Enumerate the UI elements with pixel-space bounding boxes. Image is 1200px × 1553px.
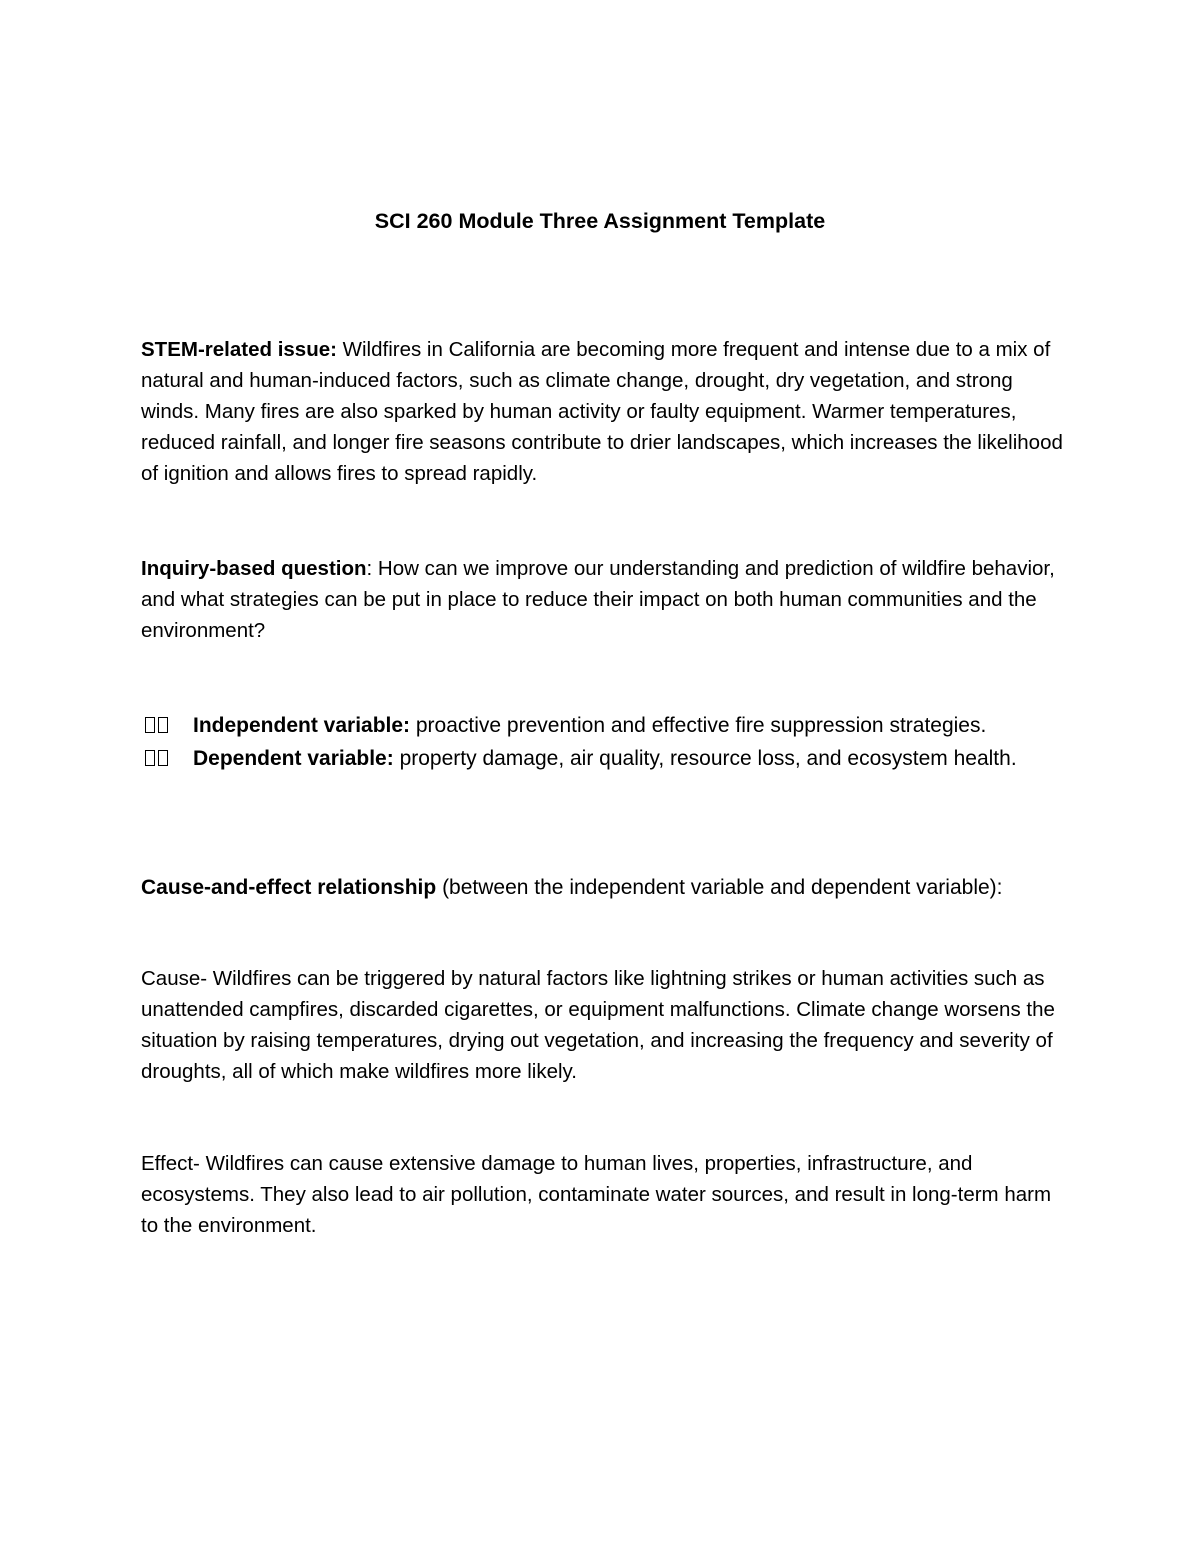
cause-effect-label: Cause-and-effect relationship [141,876,437,899]
missing-glyph-bullet-icon [143,742,191,775]
dependent-variable-text: property damage, air quality, resource loss, and ecosystem health. [393,747,1017,770]
stem-issue-label: STEM-related issue: [141,338,337,361]
stem-issue-paragraph [141,334,1066,489]
variables-list [143,709,1023,775]
document-title: SCI 260 Module Three Assignment Template [374,209,826,233]
missing-glyph-bullet-icon [143,709,191,742]
dependent-variable-item [143,742,1023,775]
inquiry-question-label: Inquiry-based question [141,557,367,580]
inquiry-question-paragraph [141,553,1066,646]
inquiry-question-text: : How can we improve our understanding and prediction of wildfire behavior, and what strategies can be put in place to reduce their impact on both human communities and the environment? [141,557,1055,642]
effect-paragraph: Effect- Wildfires can cause extensive damage to human lives, properties, infrastructure, and ecosystems. They also lead to air pollution, contaminate water sources, and result in long-term harm to the environment. [141,1152,1052,1237]
dependent-variable-label: Dependent variable: [193,747,394,770]
cause-effect-heading [141,872,1066,904]
cause-effect-text: (between the independent variable and dependent variable): [436,876,1003,899]
stem-issue-text: Wildfires in California are becoming more frequent and intense due to a mix of natural and human-induced factors, such as climate change, drought, dry vegetation, and strong winds. Many fires are also sparked by human activity or faulty equipment. Warmer temperatures, reduced rainfall, and longer fire seasons contribute to drier landscapes, which increases the likelihood of ignition and allows fires to spread rapidly. [141,338,1063,485]
cause-paragraph: Cause- Wildfires can be triggered by natural factors like lightning strikes or human activities such as unattended campfires, discarded cigarettes, or equipment malfunctions. Climate change worsens the situation by raising temperatures, drying out vegetation, and increasing the frequency and severity of droughts, all of which make wildfires more likely. [141,967,1055,1083]
independent-variable-label: Independent variable: [193,714,411,737]
independent-variable-item [143,709,1023,742]
independent-variable-text: proactive prevention and effective fire suppression strategies. [410,714,987,737]
